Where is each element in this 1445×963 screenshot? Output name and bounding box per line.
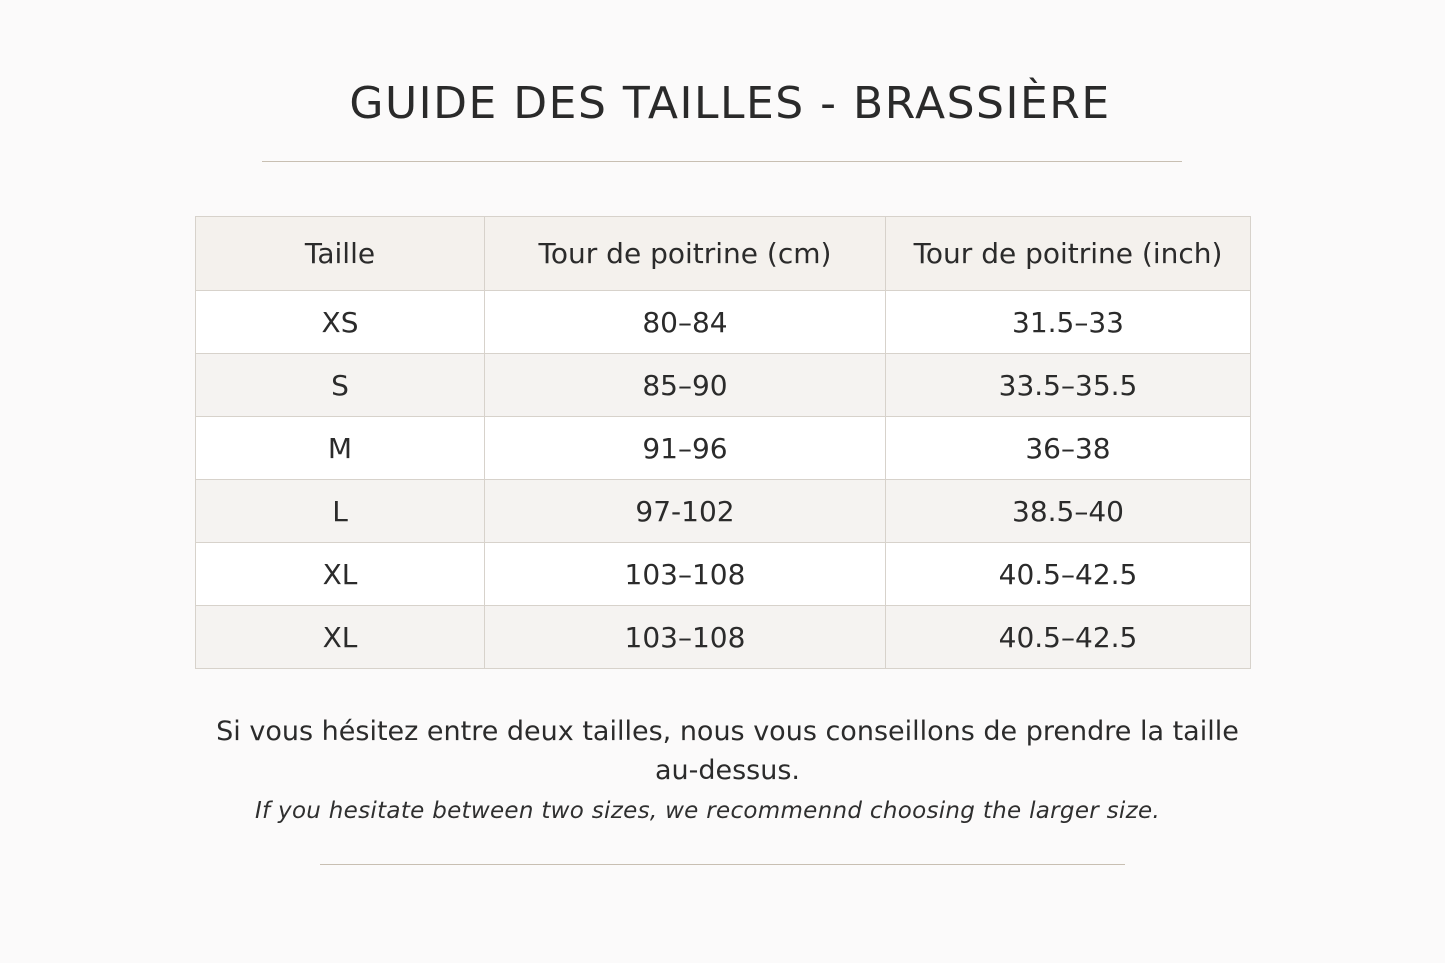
table-row	[196, 606, 1251, 669]
cell-bust-inch: 38.5–40	[886, 480, 1251, 543]
table-row	[196, 354, 1251, 417]
page-title: GUIDE DES TAILLES - BRASSIÈRE	[349, 78, 1111, 129]
cell-size: XL	[196, 543, 485, 606]
header-bust-inch: Tour de poitrine (inch)	[886, 217, 1251, 291]
cell-bust-inch: 33.5–35.5	[886, 354, 1251, 417]
table-row	[196, 417, 1251, 480]
bottom-divider	[320, 864, 1125, 865]
cell-bust-cm: 85–90	[485, 354, 886, 417]
cell-bust-cm: 103–108	[485, 606, 886, 669]
cell-size: L	[196, 480, 485, 543]
header-size: Taille	[196, 217, 485, 291]
header-bust-cm: Tour de poitrine (cm)	[485, 217, 886, 291]
cell-bust-inch: 40.5–42.5	[886, 606, 1251, 669]
size-advice-english: If you hesitate between two sizes, we recommennd choosing the larger size.	[254, 798, 1161, 824]
size-advice-french-line2: au-dessus.	[654, 755, 801, 786]
cell-size: M	[196, 417, 485, 480]
cell-bust-inch: 36–38	[886, 417, 1251, 480]
cell-size: S	[196, 354, 485, 417]
cell-bust-cm: 103–108	[485, 543, 886, 606]
top-divider	[262, 161, 1182, 162]
size-advice-french-line1: Si vous hésitez entre deux tailles, nous vous conseillons de prendre la taille	[216, 716, 1239, 747]
table-row	[196, 480, 1251, 543]
table-header-row	[196, 217, 1251, 291]
cell-bust-cm: 80–84	[485, 291, 886, 354]
table-row	[196, 291, 1251, 354]
cell-bust-inch: 40.5–42.5	[886, 543, 1251, 606]
cell-size: XL	[196, 606, 485, 669]
size-chart-table	[195, 216, 1251, 669]
size-advice-french	[200, 712, 1255, 790]
cell-bust-cm: 91–96	[485, 417, 886, 480]
cell-bust-inch: 31.5–33	[886, 291, 1251, 354]
table-row	[196, 543, 1251, 606]
cell-bust-cm: 97-102	[485, 480, 886, 543]
cell-size: XS	[196, 291, 485, 354]
